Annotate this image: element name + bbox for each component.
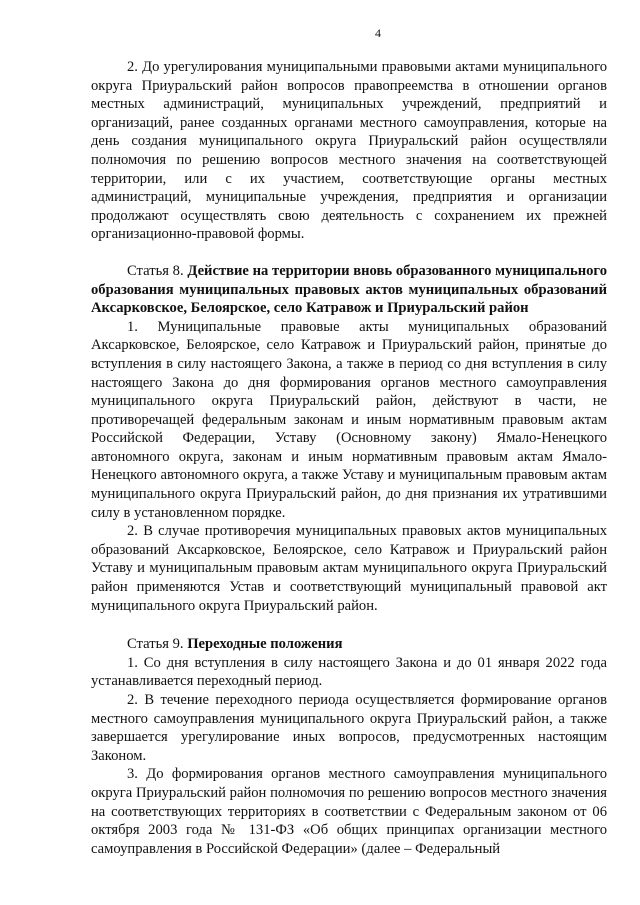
article-9-prefix: Статья 9.: [127, 636, 184, 653]
article-8-prefix: Статья 8.: [127, 262, 184, 279]
article-9-paragraph-2: 2. В течение переходного периода осуществляется формирование органов местного самоуправления муниципального округа Приуральский район, а также завершается урегулирование иных вопросов, предусмотренных настоящим Законом.: [91, 692, 607, 764]
article-8-heading: [91, 262, 607, 318]
spacer: [91, 244, 607, 262]
article-8-title: Действие на территории вновь образованного муниципального образования муниципальных правовых актов муниципальных образований Аксарковское, Белоярское, село Катравож и Приуральский район: [91, 262, 607, 317]
article-9-heading: [91, 635, 607, 654]
article-8-paragraph-1: 1. Муниципальные правовые акты муниципальных образований Аксарковское, Белоярское, село Катравож и Приуральский район, принятые до вступления в силу настоящего Закона, а также в период со дня вступления в силу настоящего Закона до дня формирования органов местного самоуправления муниципального округа Приуральский район, действуют в части, не противоречащей федеральным законам и иным нормативным правовым актам Российской Федерации, Уставу (Основному закону) Ямало-Ненецкого автономного округа, законам и иным нормативным правовым актам Ямало-Ненецкого автономного округа, а также Уставу и муниципальным правовым актам муниципального округа Приуральский район, до дня признания их утратившими силу в установленном порядке.: [91, 318, 607, 521]
spacer: [91, 615, 607, 635]
article-8-paragraph-2: 2. В случае противоречия муниципальных правовых актов муниципальных образований Аксарковское, Белоярское, село Катравож и Приуральский район Уставу и муниципальным правовым актам муниципального округа Приуральский район применяются Устав и соответствующий муниципальный правовой акт муниципального округа Приуральский район.: [91, 523, 607, 614]
article-9-title: Переходные положения: [187, 636, 343, 653]
article-9-paragraph-3: 3. До формирования органов местного самоуправления муниципального округа Приуральский район полномочия по решению вопросов местного значения на соответствующих территориях в соответствии с Федеральным законом от 06 октября 2003 года № 131-ФЗ «Об общих принципах организации местного самоуправления в Российской Федерации» (далее – Федеральный: [91, 766, 607, 857]
article-7-paragraph-2: 2. До урегулирования муниципальными правовыми актами муниципального округа Приуральский район вопросов правопреемства в отношении органов местных администраций, муниципальных учреждений, предприятий и организаций, ранее созданных органами местного самоуправления, которые на день создания муниципального округа Приуральский район осуществляли полномочия по решению вопросов местного значения на соответствующей территории, или с их участием, соответствующие органы местных администраций, муниципальные учреждения, предприятия и организации продолжают осуществлять свою деятельность с сохранением их прежней организационно-правовой формы.: [91, 59, 607, 243]
article-9-paragraph-1: 1. Со дня вступления в силу настоящего Закона и до 01 января 2022 года устанавливается переходный период.: [91, 654, 607, 690]
page-number: 4: [375, 26, 381, 40]
